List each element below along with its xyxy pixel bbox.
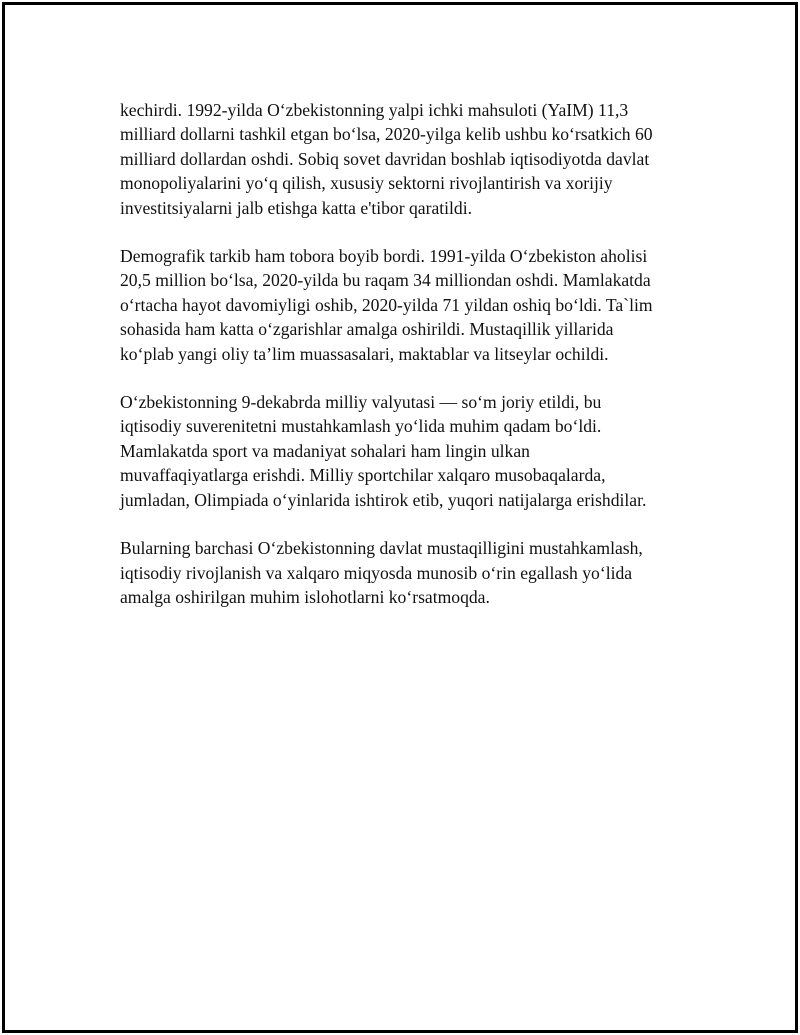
text-line: investitsiyalarni jalb etishga katta e'tibor qaratildi. [120, 197, 473, 218]
text-line: iqtisodiy suverenitetni mustahkamlash yo‘lida muhim qadam bo‘ldi. [120, 416, 602, 437]
text-line: 20,5 million bo‘lsa, 2020-yilda bu raqam 34 milliondan oshdi. Mamlakatda [120, 270, 651, 291]
text-line: milliard dollardan oshdi. Sobiq sovet davridan boshlab iqtisodiyotda davlat [120, 148, 650, 169]
document-body [120, 98, 690, 633]
text-line: ko‘plab yangi oliy ta’lim muassasalari, maktablar va litseylar ochildi. [120, 343, 609, 364]
text-line: monopoliyalarini yo‘q qilish, xususiy sektorni rivojlantirish va xorijiy [120, 173, 613, 194]
text-line: O‘zbekistonning 9-dekabrda milliy valyutasi — so‘m joriy etildi, bu [120, 392, 602, 413]
text-line: muvaffaqiyatlarga erishdi. Milliy sportchilar xalqaro musobaqalarda, [120, 465, 606, 486]
text-line: o‘rtacha hayot davomiyligi oshib, 2020-yilda 71 yildan oshiq bo‘ldi. Ta`lim [120, 294, 653, 315]
paragraph-currency-sport [120, 390, 690, 512]
text-line: jumladan, Olimpiada o‘yinlarida ishtirok etib, yuqori natijalarga erishdilar. [120, 489, 647, 510]
paragraph-demography [120, 244, 690, 366]
paragraph-conclusion [120, 536, 690, 609]
text-line: Bularning barchasi O‘zbekistonning davlat mustaqilligini mustahkamlash, [120, 538, 643, 559]
text-line: Demografik tarkib ham tobora boyib bordi. 1991-yilda O‘zbekiston aholisi [120, 246, 648, 267]
text-line: amalga oshirilgan muhim islohotlarni ko‘rsatmoqda. [120, 586, 490, 607]
paragraph-economy [120, 98, 690, 220]
text-line: sohasida ham katta o‘zgarishlar amalga oshirildi. Mustaqillik yillarida [120, 319, 614, 340]
text-line: milliard dollarni tashkil etgan bo‘lsa, 2020-yilga kelib ushbu ko‘rsatkich 60 [120, 124, 653, 145]
text-line: kechirdi. 1992-yilda O‘zbekistonning yalpi ichki mahsuloti (YaIM) 11,3 [120, 100, 629, 120]
document-page [2, 2, 798, 1033]
text-line: iqtisodiy rivojlanish va xalqaro miqyosda munosib o‘rin egallash yo‘lida [120, 562, 633, 583]
text-line: Mamlakatda sport va madaniyat sohalari ham lingin ulkan [120, 440, 530, 461]
